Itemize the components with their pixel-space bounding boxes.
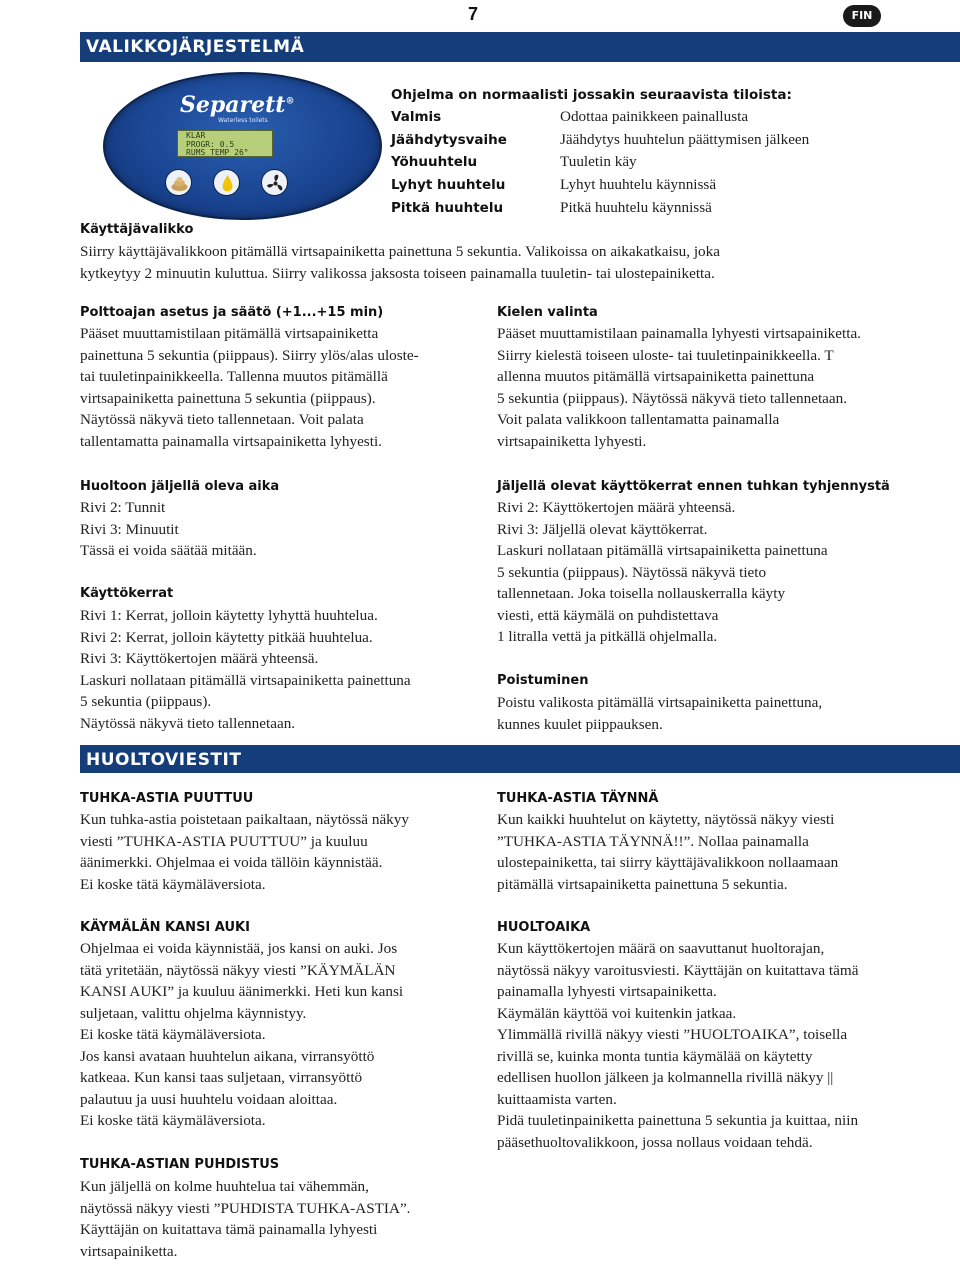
text-line: viesti, että käymälä on puhdistettava (497, 606, 719, 624)
state-name: Lyhyt huuhtelu (391, 177, 506, 193)
user-menu-heading: Käyttäjävalikko (80, 222, 194, 237)
text-line: virtsapainiketta. (80, 1242, 178, 1260)
text-line: 5 sekuntia (piippaus). (80, 693, 212, 710)
text-line: Rivi 3: Käyttökertojen määrä yhteensä. (80, 650, 319, 667)
usage-text (80, 605, 411, 734)
burn-time-text (80, 323, 419, 452)
text-line: Voit palata valikkoon tallentamatta painamalla (497, 411, 780, 428)
state-desc: Lyhyt huuhtelu käynnissä (560, 176, 717, 193)
ash-full-text (497, 809, 838, 895)
lid-open-heading: KÄYMÄLÄN KANSI AUKI (80, 920, 250, 935)
text-line: painettuna 5 sekuntia (piippaus). Siirry ylös/alas uloste- (80, 346, 419, 364)
urine-button-icon (213, 169, 240, 196)
text-line: Pääset muuttamistilaan pitämällä virtsapainiketta (80, 325, 379, 342)
user-menu-text (80, 241, 720, 284)
ash-missing-heading: TUHKA-ASTIA PUUTTUU (80, 791, 254, 806)
text-line: ”TUHKA-ASTIA TÄYNNÄ!!”. Nollaa painamalla (497, 832, 809, 850)
lcd-line-3: RUMS TEMP 26° (186, 148, 249, 157)
text-line: kunnes kuulet piippauksen. (497, 715, 663, 733)
text-line: Rivi 2: Käyttökertojen määrä yhteensä. (497, 499, 736, 516)
text-line: rivillä se, kuinka monta tuntia käymälää on käytetty (497, 1047, 813, 1065)
text-line: suljetaan, valittu ohjelma käynnistyy. (80, 1004, 307, 1022)
exit-text (497, 692, 822, 735)
text-line: katkeaa. Kun kansi taas suljetaan, virransyöttö (80, 1069, 363, 1086)
lid-open-text (80, 938, 403, 1132)
text-line: näytössä näkyy viesti ”PUHDISTA TUHKA-ASTIA”. (80, 1199, 411, 1217)
service-time-message-text (497, 938, 858, 1153)
text-line: Jos kansi avataan huuhtelun aikana, virransyöttö (80, 1047, 375, 1065)
text-line: Rivi 3: Jäljellä olevat käyttökerrat. (497, 520, 708, 538)
text-line: tallennetaan. Joka toisella nollauskerralla käyty (497, 585, 786, 602)
state-desc: Tuuletin käy (560, 153, 637, 170)
text-line: Näytössä näkyvä tieto tallennetaan. Voit palata (80, 411, 364, 428)
text-line: ulostepainiketta, tai siirry käyttäjävalikkoon nollaamaan (497, 854, 839, 871)
text-line: tallentamatta painamalla virtsapainiketta lyhyesti. (80, 432, 382, 450)
text-line: Ei koske tätä käymäläversiota. (80, 1112, 266, 1129)
text-line: Ei koske tätä käymäläversiota. (80, 1026, 266, 1043)
service-time-text (80, 497, 257, 562)
page-number: 7 (468, 4, 479, 24)
text-line: Käymälän käyttöä voi kuitenkin jatkaa. (497, 1004, 737, 1022)
ash-full-heading: TUHKA-ASTIA TÄYNNÄ (497, 791, 659, 806)
text-line: Pidä tuuletinpainiketta painettuna 5 sekuntia ja kuittaa, niin (497, 1112, 859, 1129)
text-line: KANSI AUKI” ja kuuluu äänimerkki. Heti kun kansi (80, 983, 404, 1000)
text-line: 5 sekuntia (piippaus). Näytössä näkyvä tieto (497, 563, 767, 581)
language-badge: FIN (843, 5, 881, 27)
brand-logo: Separett® (180, 92, 295, 118)
state-desc: Jäähdytys huuhtelun päättymisen jälkeen (560, 131, 810, 148)
text-line: pitämällä virtsapainiketta painettuna 5 sekuntia. (497, 875, 788, 893)
usage-heading: Käyttökerrat (80, 586, 174, 601)
lcd-display (177, 130, 273, 157)
text-line: Siirry kielestä toiseen uloste- tai tuuletinpainikkeella. T (497, 346, 834, 364)
text-line: Rivi 1: Kerrat, jolloin käytetty lyhyttä huuhtelua. (80, 607, 378, 624)
state-name: Yöhuuhtelu (391, 154, 478, 170)
exit-heading: Poistuminen (497, 673, 589, 688)
text-line: Tässä ei voida säätää mitään. (80, 542, 257, 559)
text-line: kuittaamista varten. (497, 1090, 617, 1108)
text-line: tätä yritetään, näytössä näkyy viesti ”KÄYMÄLÄN (80, 961, 396, 979)
text-line: virtsapainiketta painettuna 5 sekuntia (piippaus). (80, 389, 376, 407)
text-line: näytössä näkyy varoitusviesti. Käyttäjän on kuitattava tämä (497, 961, 859, 979)
text-line: Laskuri nollataan pitämällä virtsapainiketta painettuna (80, 671, 411, 689)
text-line: äänimerkki. Ohjelmaa ei voida tällöin käynnistää. (80, 854, 383, 871)
state-desc: Odottaa painikkeen painallusta (560, 108, 749, 125)
text-line: Näytössä näkyvä tieto tallennetaan. (80, 714, 296, 732)
text-line: Rivi 2: Tunnit (80, 499, 166, 516)
text-line: Rivi 2: Kerrat, jolloin käytetty pitkää huuhtelua. (80, 628, 373, 646)
brand-subtitle: Waterless toilets (218, 117, 268, 124)
state-name: Valmis (391, 109, 442, 125)
remaining-uses-text (497, 497, 828, 648)
language-heading: Kielen valinta (497, 305, 598, 320)
state-name: Jäähdytysvaihe (391, 132, 507, 148)
text-line: pääsethuoltovalikkoon, jossa nollaus voidaan tehdä. (497, 1133, 813, 1151)
service-time-message-heading: HUOLTOAIKA (497, 920, 591, 935)
service-messages-title: HUOLTOVIESTIT (80, 745, 960, 773)
text-line: edellisen huollon jälkeen ja kolmannella rivillä näkyy || (497, 1069, 834, 1086)
text-line: tai tuuletinpainikkeella. Tallenna muutos pitämällä (80, 368, 388, 385)
text-line: Kun jäljellä on kolme huuhtelua tai vähemmän, (80, 1178, 369, 1195)
text-line: Laskuri nollataan pitämällä virtsapainiketta painettuna (497, 542, 828, 559)
state-desc: Pitkä huuhtelu käynnissä (560, 199, 712, 216)
text-line: Rivi 3: Minuutit (80, 520, 179, 538)
ash-missing-text (80, 809, 409, 895)
stool-button-icon (165, 169, 192, 196)
service-time-heading: Huoltoon jäljellä oleva aika (80, 479, 280, 494)
text-line: Kun tuhka-astia poistetaan paikaltaan, näytössä näkyy (80, 811, 409, 828)
text-line: 1 litralla vettä ja pitkällä ohjelmalla. (497, 628, 718, 645)
text-line: allenna muutos pitämällä virtsapainiketta painettuna (497, 368, 815, 385)
text-line: Kun käyttökertojen määrä on saavuttanut huoltorajan, (497, 940, 825, 957)
text-line: kytkeytyy 2 minuutin kuluttua. Siirry valikossa jaksosta toiseen painamalla tuuletin- tai ulostepainiketta. (80, 264, 715, 282)
ash-cleaning-text (80, 1176, 410, 1262)
text-line: Pääset muuttamistilaan painamalla lyhyesti virtsapainiketta. (497, 325, 861, 342)
burn-time-heading: Polttoajan asetus ja säätö (+1...+15 min) (80, 305, 384, 320)
text-line: viesti ”TUHKA-ASTIA PUUTTUU” ja kuuluu (80, 832, 368, 850)
remaining-uses-heading: Jäljellä olevat käyttökerrat ennen tuhkan tyhjennystä (497, 479, 890, 494)
text-line: virtsapainiketta lyhyesti. (497, 432, 647, 450)
text-line: painamalla lyhyesti virtsapainiketta. (497, 983, 717, 1000)
text-line: Ylimmällä rivillä näkyy viesti ”HUOLTOAIKA”, toisella (497, 1026, 848, 1043)
section-title: VALIKKOJÄRJESTELMÄ (80, 32, 960, 62)
text-line: Ohjelmaa ei voida käynnistää, jos kansi on auki. Jos (80, 940, 398, 957)
text-line: 5 sekuntia (piippaus). Näytössä näkyvä tieto tallennetaan. (497, 389, 848, 407)
text-line: Kun kaikki huuhtelut on käytetty, näytössä näkyy viesti (497, 811, 835, 828)
lcd-line-2: PROGR: 0.5 (186, 139, 235, 149)
text-line: palautuu ja uusi huuhtelu voidaan aloittaa. (80, 1090, 338, 1108)
language-text (497, 323, 861, 452)
states-title: Ohjelma on normaalisti jossakin seuraavista tiloista: (391, 87, 792, 103)
lcd-line-1: KLAR (186, 131, 206, 140)
ash-cleaning-heading: TUHKA-ASTIAN PUHDISTUS (80, 1157, 280, 1172)
text-line: Siirry käyttäjävalikkoon pitämällä virtsapainiketta painettuna 5 sekuntia. Valikoissa on aikakatkaisu, joka (80, 243, 720, 260)
state-name: Pitkä huuhtelu (391, 200, 504, 216)
control-panel-illustration (103, 72, 382, 220)
text-line: Poistu valikosta pitämällä virtsapainiketta painettuna, (497, 694, 823, 711)
text-line: Ei koske tätä käymäläversiota. (80, 875, 266, 893)
text-line: Käyttäjän on kuitattava tämä painamalla lyhyesti (80, 1221, 378, 1238)
fan-button-icon (261, 169, 288, 196)
